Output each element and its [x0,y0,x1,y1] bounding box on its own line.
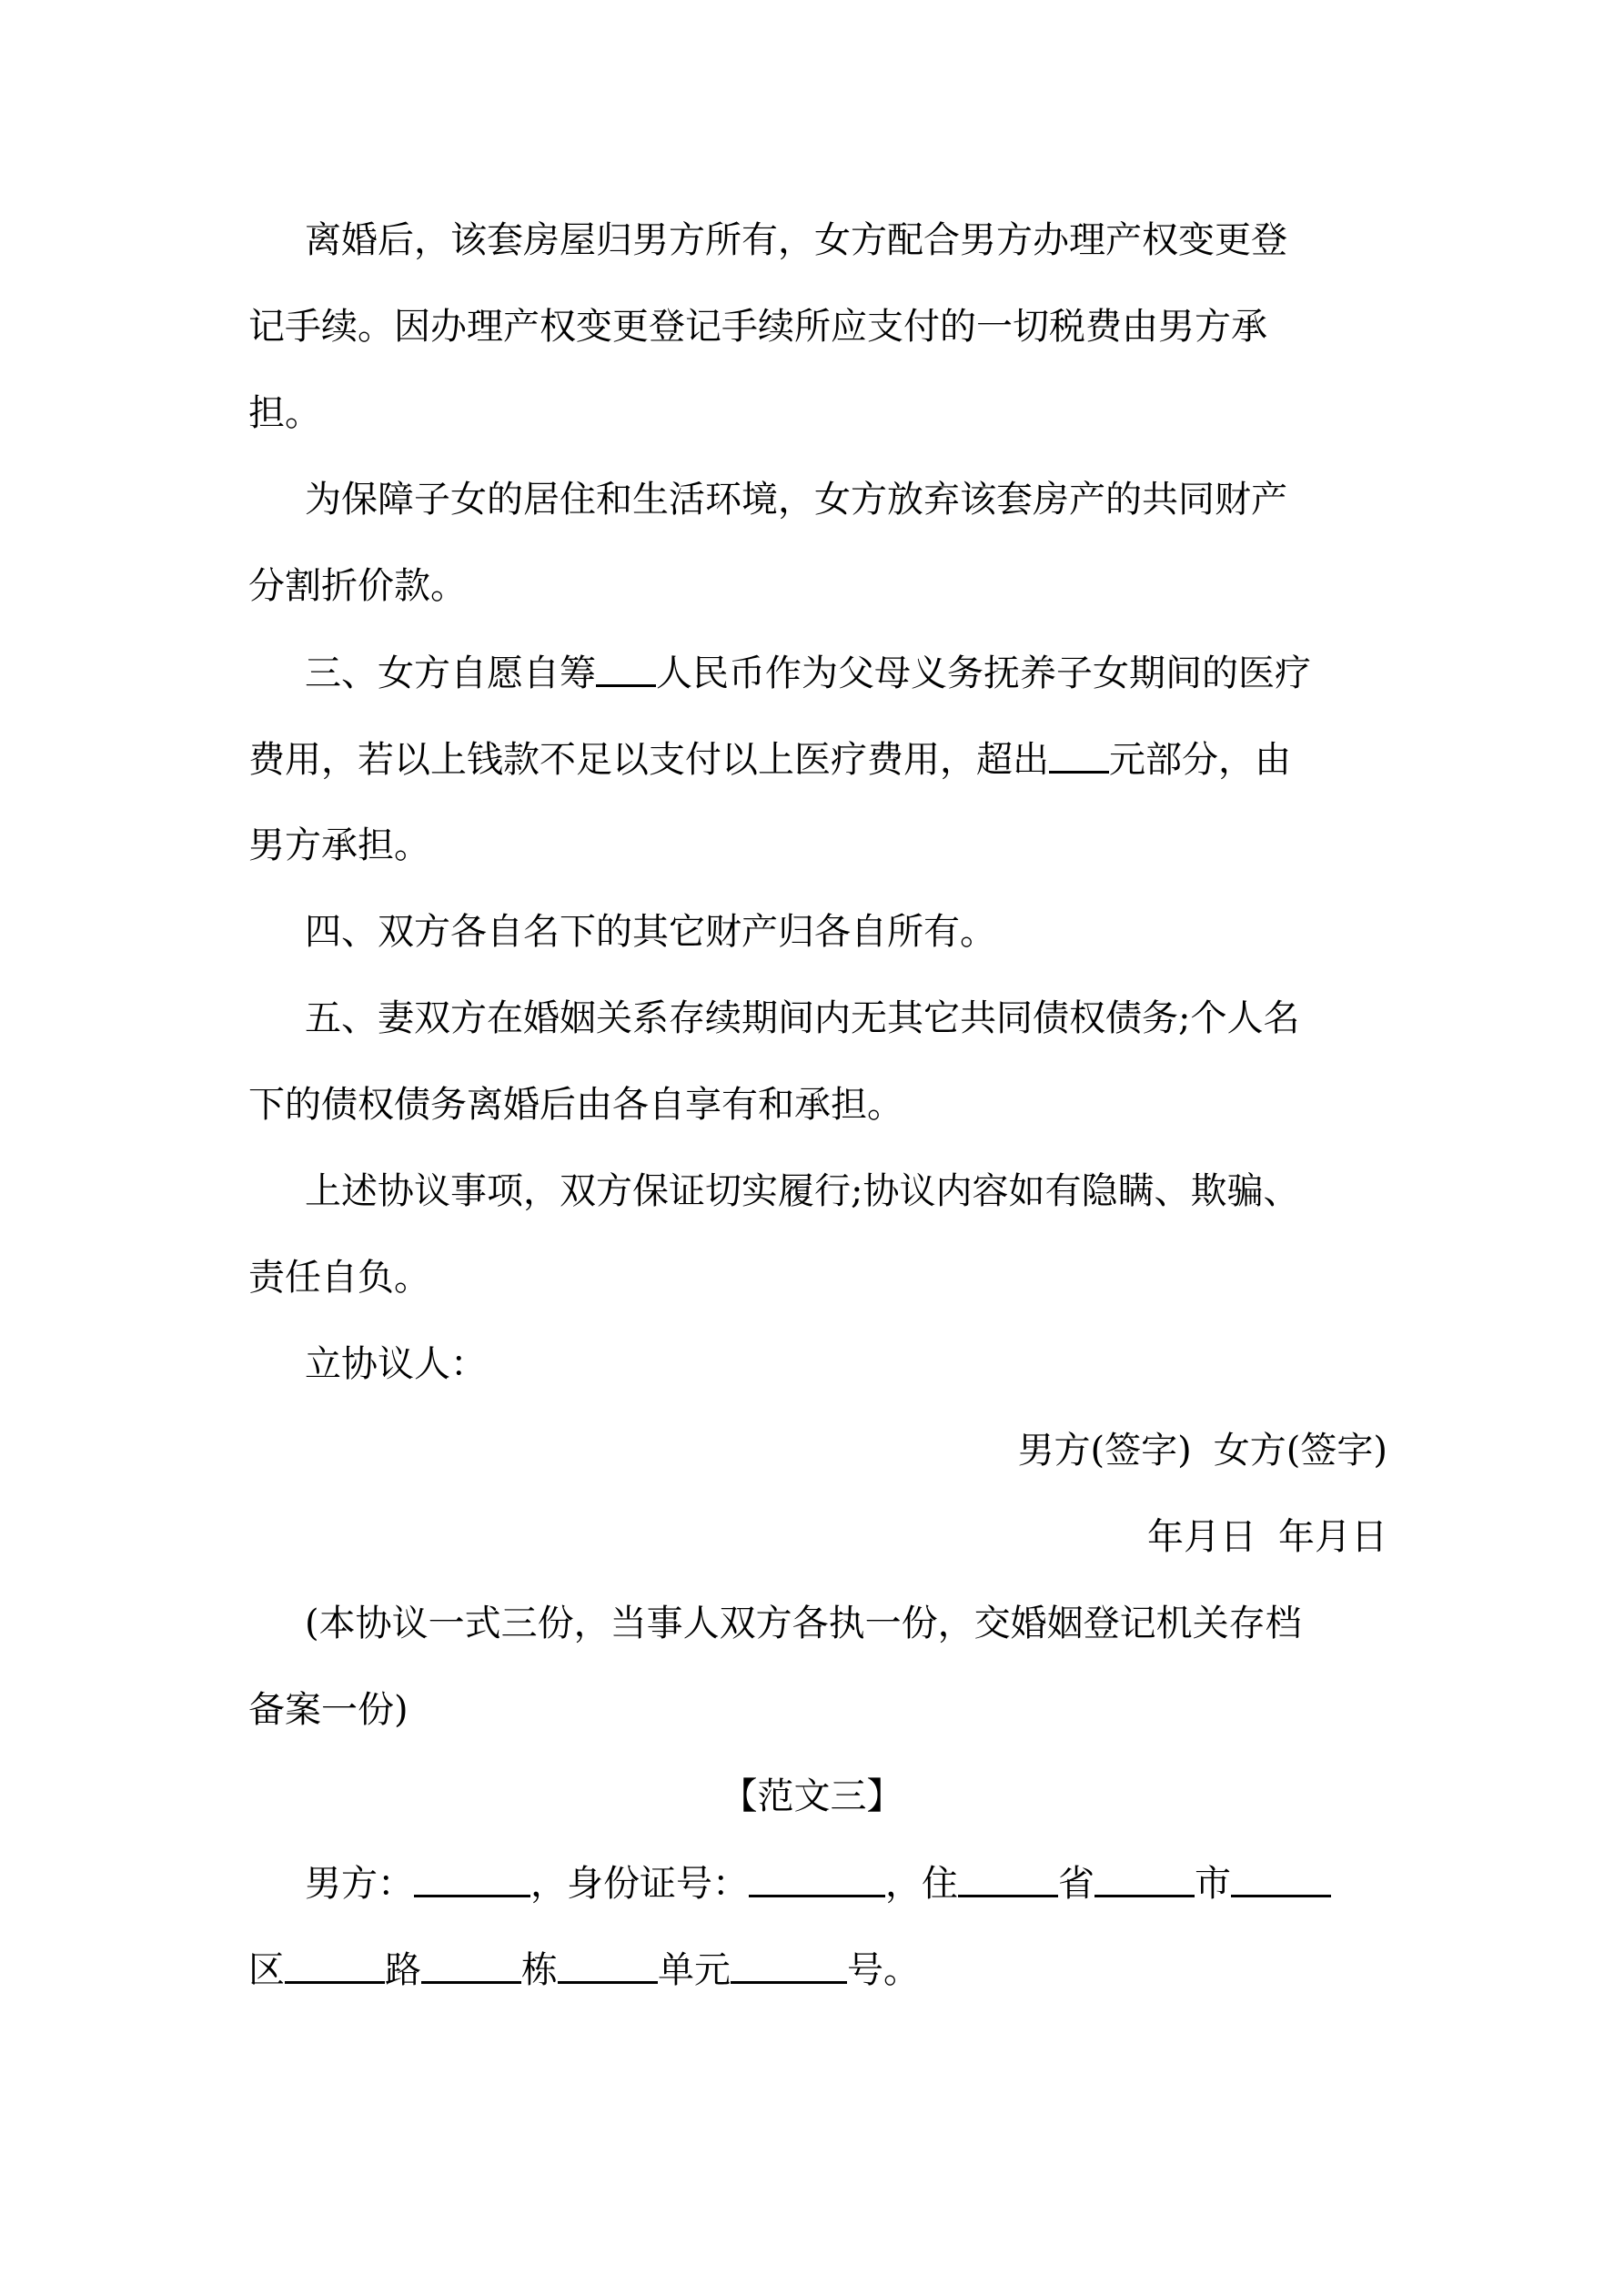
paragraph-line: 记手续。因办理产权变更登记手续所应支付的一切税费由男方承 [248,306,1267,348]
text-segment: 费用，若以上钱款不足以支付以上医疗费用，超出 [248,739,1049,781]
fill-blank [558,1945,658,1984]
province-label: 省 [1058,1863,1094,1905]
date-female: 年月日 [1278,1516,1387,1558]
paragraph-line: 分割折价款。 [248,565,467,607]
paragraph-line: 上述协议事项，双方保证切实履行;协议内容如有隐瞒、欺骗、 [305,1170,1300,1212]
male-label: 男方： [305,1863,414,1905]
paragraph-line: 担。 [248,392,321,434]
section-title: 【范文三】 [721,1775,903,1817]
paragraph-line: 男方承担。 [248,824,430,866]
paragraph-line: 离婚后，该套房屋归男方所有，女方配合男方办理产权变更登 [305,219,1287,261]
date-line [1147,1512,1387,1562]
text-segment: 元部分，由 [1109,739,1291,781]
address-line [248,1945,1395,1994]
paragraph-line [305,648,1451,697]
paragraph-line: 为保障子女的居住和生活环境，女方放弃该套房产的共同财产 [305,479,1287,521]
fill-blank [1094,1858,1195,1897]
male-info-line [305,1858,1451,1907]
fill-blank [596,648,656,687]
fill-blank [731,1945,847,1984]
road-label: 路 [385,1949,421,1991]
female-signature-label: 女方(签字) [1213,1430,1387,1472]
signers-label: 立协议人： [305,1343,487,1385]
note-line: 备案一份) [248,1689,409,1731]
fill-blank [285,1945,385,1984]
paragraph-line [248,734,1395,784]
text-segment: 三、女方自愿自筹 [305,652,596,694]
male-signature-label: 男方(签字) [1017,1430,1192,1472]
text-segment: 人民币作为父母义务抚养子女期间的医疗 [656,652,1311,694]
city-label: 市 [1195,1863,1231,1905]
district-label: 区 [248,1949,285,1991]
live-label: ，住 [885,1863,958,1905]
fill-blank [1231,1858,1331,1897]
fill-blank [414,1858,530,1897]
paragraph-line: 五、妻双方在婚姻关系存续期间内无其它共同债权债务;个人名 [305,997,1300,1039]
fill-blank [749,1858,885,1897]
paragraph-line: 责任自负。 [248,1257,430,1299]
number-label: 号。 [847,1949,920,1991]
note-line: (本协议一式三份，当事人双方各执一份，交婚姻登记机关存档 [305,1603,1302,1644]
fill-blank [1049,734,1109,774]
unit-label: 单元 [658,1949,731,1991]
date-male: 年月日 [1147,1516,1256,1558]
id-label: ，身份证号： [530,1863,749,1905]
paragraph-line: 下的债权债务离婚后由各自享有和承担。 [248,1084,903,1126]
signature-line [1018,1426,1387,1475]
paragraph-line: 四、双方各自名下的其它财产归各自所有。 [305,911,996,953]
building-label: 栋 [521,1949,558,1991]
fill-blank [421,1945,521,1984]
fill-blank [958,1858,1058,1897]
